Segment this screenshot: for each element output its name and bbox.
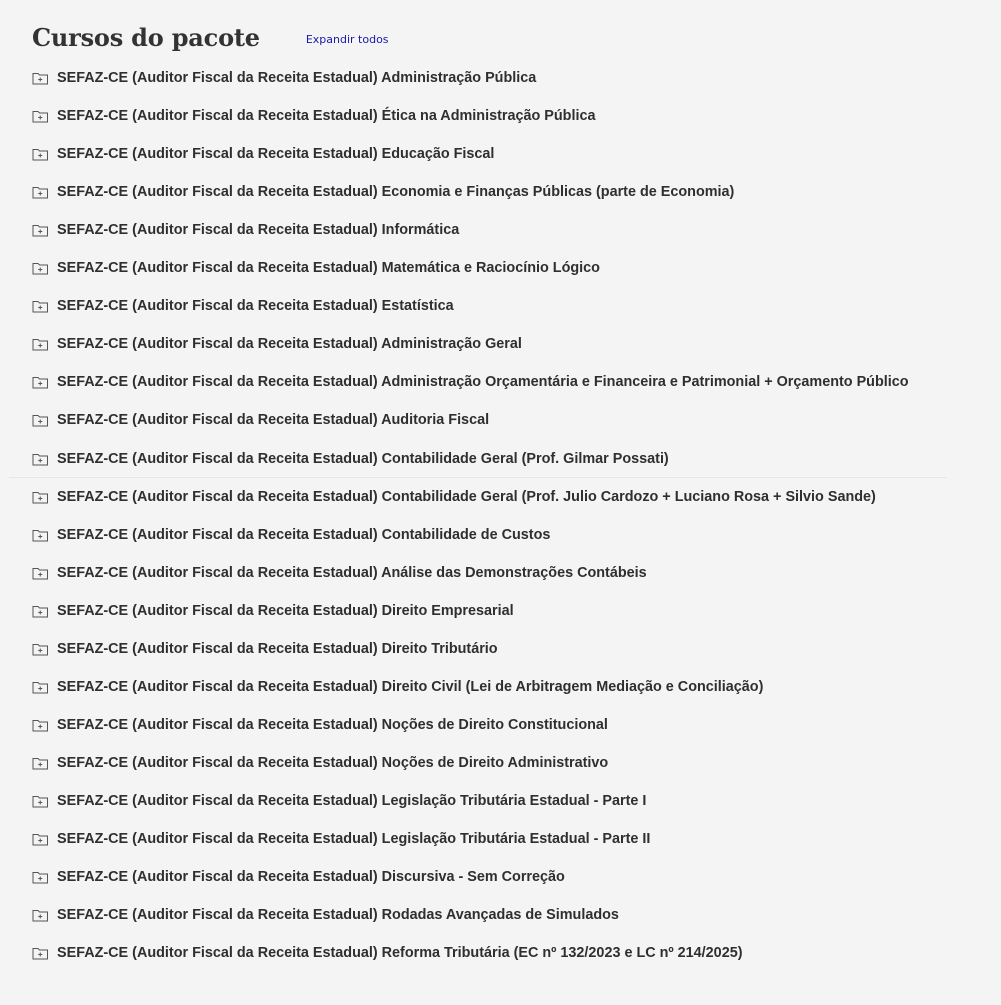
folder-plus-icon — [32, 946, 49, 960]
folder-plus-icon — [32, 223, 49, 237]
folder-plus-icon — [32, 604, 49, 618]
folder-plus-icon — [32, 794, 49, 808]
course-item[interactable] — [0, 97, 1001, 135]
section-header — [32, 20, 632, 54]
course-list — [0, 59, 1001, 972]
course-label: SEFAZ-CE (Auditor Fiscal da Receita Estadual) Contabilidade de Custos — [57, 527, 551, 543]
folder-plus-icon — [32, 528, 49, 542]
course-item[interactable] — [0, 211, 1001, 249]
course-label: SEFAZ-CE (Auditor Fiscal da Receita Estadual) Auditoria Fiscal — [57, 412, 490, 428]
course-label: SEFAZ-CE (Auditor Fiscal da Receita Estadual) Matemática e Raciocínio Lógico — [57, 260, 600, 276]
course-item[interactable] — [0, 401, 1001, 439]
folder-plus-icon — [32, 870, 49, 884]
course-item[interactable] — [0, 706, 1001, 744]
course-item[interactable] — [0, 59, 1001, 97]
course-item[interactable] — [0, 363, 1001, 401]
course-item[interactable] — [0, 554, 1001, 592]
folder-plus-icon — [32, 680, 49, 694]
course-label: SEFAZ-CE (Auditor Fiscal da Receita Estadual) Ética na Administração Pública — [57, 108, 596, 124]
folder-plus-icon — [32, 566, 49, 580]
course-item[interactable] — [0, 325, 1001, 363]
course-item[interactable] — [0, 516, 1001, 554]
course-label: SEFAZ-CE (Auditor Fiscal da Receita Estadual) Contabilidade Geral (Prof. Gilmar Possati) — [57, 450, 669, 467]
course-item[interactable] — [0, 630, 1001, 668]
folder-plus-icon — [32, 718, 49, 732]
course-item[interactable] — [0, 173, 1001, 211]
course-item[interactable] — [0, 744, 1001, 782]
course-item[interactable] — [0, 439, 1001, 478]
course-label: SEFAZ-CE (Auditor Fiscal da Receita Estadual) Estatística — [57, 298, 454, 314]
course-label: SEFAZ-CE (Auditor Fiscal da Receita Estadual) Informática — [57, 222, 460, 238]
course-label: SEFAZ-CE (Auditor Fiscal da Receita Estadual) Economia e Finanças Públicas (parte de Economia) — [57, 184, 735, 200]
folder-plus-icon — [32, 71, 49, 85]
folder-plus-icon — [32, 452, 49, 466]
course-label: SEFAZ-CE (Auditor Fiscal da Receita Estadual) Legislação Tributária Estadual - Parte I — [57, 793, 647, 809]
course-item[interactable] — [0, 820, 1001, 858]
folder-plus-icon — [32, 832, 49, 846]
folder-plus-icon — [32, 109, 49, 123]
course-item[interactable] — [0, 858, 1001, 896]
folder-plus-icon — [32, 642, 49, 656]
folder-plus-icon — [32, 185, 49, 199]
course-label: SEFAZ-CE (Auditor Fiscal da Receita Estadual) Contabilidade Geral (Prof. Julio Cardozo + Luciano Rosa + Silvio Sande) — [57, 489, 876, 505]
folder-plus-icon — [32, 908, 49, 922]
folder-plus-icon — [32, 299, 49, 313]
folder-plus-icon — [32, 261, 49, 275]
course-label: SEFAZ-CE (Auditor Fiscal da Receita Estadual) Administração Geral — [57, 336, 522, 352]
folder-plus-icon — [32, 147, 49, 161]
folder-plus-icon — [32, 337, 49, 351]
folder-plus-icon — [32, 756, 49, 770]
course-item[interactable] — [0, 249, 1001, 287]
course-label: SEFAZ-CE (Auditor Fiscal da Receita Estadual) Discursiva - Sem Correção — [57, 869, 565, 885]
folder-plus-icon — [32, 490, 49, 504]
course-label: SEFAZ-CE (Auditor Fiscal da Receita Estadual) Reforma Tributária (EC nº 132/2023 e LC nº 214/2025) — [57, 945, 743, 961]
folder-plus-icon — [32, 413, 49, 427]
course-item[interactable] — [0, 135, 1001, 173]
course-label: SEFAZ-CE (Auditor Fiscal da Receita Estadual) Noções de Direito Administrativo — [57, 755, 609, 771]
course-item[interactable] — [0, 782, 1001, 820]
course-label: SEFAZ-CE (Auditor Fiscal da Receita Estadual) Educação Fiscal — [57, 146, 495, 162]
folder-plus-icon — [32, 375, 49, 389]
course-label: SEFAZ-CE (Auditor Fiscal da Receita Estadual) Administração Pública — [57, 70, 537, 86]
course-item[interactable] — [0, 668, 1001, 706]
course-item[interactable] — [0, 934, 1001, 972]
expand-all-link[interactable]: Expandir todos — [305, 32, 389, 46]
course-label: SEFAZ-CE (Auditor Fiscal da Receita Estadual) Direito Civil (Lei de Arbitragem Mediação e Conciliação) — [57, 679, 764, 695]
course-label: SEFAZ-CE (Auditor Fiscal da Receita Estadual) Legislação Tributária Estadual - Parte II — [57, 831, 651, 847]
course-label: SEFAZ-CE (Auditor Fiscal da Receita Estadual) Direito Empresarial — [57, 603, 514, 619]
course-item[interactable] — [0, 592, 1001, 630]
course-label: SEFAZ-CE (Auditor Fiscal da Receita Estadual) Noções de Direito Constitucional — [57, 717, 608, 733]
course-item[interactable] — [0, 896, 1001, 934]
section-title: Cursos do pacote — [32, 22, 260, 52]
course-label: SEFAZ-CE (Auditor Fiscal da Receita Estadual) Administração Orçamentária e Financeira e Patrimonial + Orçamento Público — [57, 374, 909, 390]
course-item[interactable] — [0, 478, 1001, 516]
course-label: SEFAZ-CE (Auditor Fiscal da Receita Estadual) Rodadas Avançadas de Simulados — [57, 907, 619, 923]
course-label: SEFAZ-CE (Auditor Fiscal da Receita Estadual) Direito Tributário — [57, 641, 498, 657]
course-label: SEFAZ-CE (Auditor Fiscal da Receita Estadual) Análise das Demonstrações Contábeis — [57, 565, 647, 581]
course-item[interactable] — [0, 287, 1001, 325]
